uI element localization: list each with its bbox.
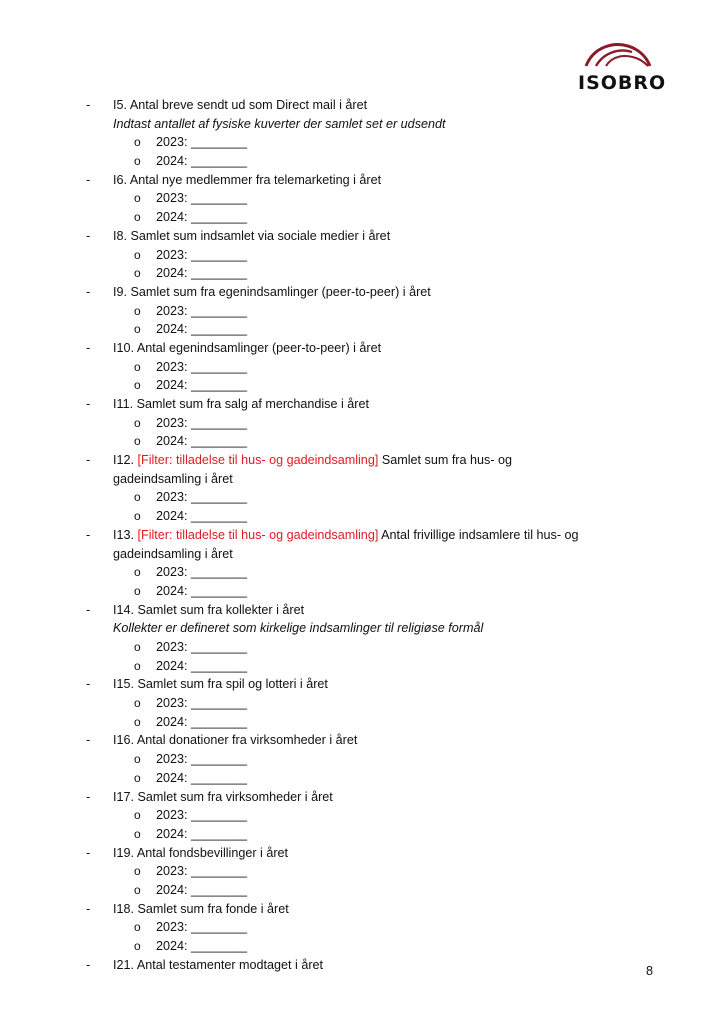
isobro-logo — [578, 40, 667, 96]
question-body: Antal fondsbevillinger i året — [136, 845, 289, 860]
dash-bullet: - — [86, 733, 91, 748]
circle-bullet: o — [134, 266, 141, 281]
circle-bullet: o — [134, 714, 141, 729]
year-answer-line[interactable] — [86, 432, 646, 451]
year-answer-line[interactable] — [86, 694, 646, 713]
question-code: I12. — [113, 453, 135, 468]
question-text — [113, 171, 646, 190]
survey-question-list — [86, 96, 646, 974]
circle-bullet: o — [134, 583, 141, 598]
question-body: Samlet sum fra hus- og gadeindsamling i året — [113, 453, 513, 486]
question-item — [86, 900, 646, 956]
year-answer-line[interactable] — [86, 133, 646, 152]
year-answer-line[interactable] — [86, 713, 646, 732]
year-answer-line[interactable] — [86, 750, 646, 769]
question-body: Antal breve sendt ud som Direct mail i året — [129, 98, 368, 112]
year-answer-field[interactable]: 2023: ________ — [156, 135, 248, 150]
question-body: Samlet sum fra salg af merchandise i året — [136, 397, 369, 411]
question-item — [86, 601, 646, 676]
question-code: I10. — [113, 340, 135, 355]
question-text — [113, 601, 646, 620]
dash-bullet: - — [86, 284, 91, 299]
dash-bullet: - — [86, 340, 91, 355]
year-answer-line[interactable] — [86, 638, 646, 657]
year-answer-line[interactable] — [86, 507, 646, 526]
year-answer-line[interactable] — [86, 152, 646, 171]
circle-bullet: o — [134, 191, 141, 206]
question-code: I16. — [113, 733, 135, 748]
year-answer-field[interactable]: 2023: ________ — [156, 864, 248, 879]
year-answer-line[interactable] — [86, 881, 646, 900]
year-answer-field[interactable]: 2024: ________ — [156, 583, 248, 598]
year-answer-field[interactable]: 2024: ________ — [156, 434, 248, 449]
year-answer-field[interactable]: 2024: ________ — [156, 266, 248, 281]
question-line — [86, 171, 646, 190]
year-answer-line[interactable] — [86, 264, 646, 283]
question-body: Samlet sum fra egenindsamlinger (peer-to-peer) i året — [130, 284, 431, 299]
circle-bullet: o — [134, 303, 141, 318]
year-answer-field[interactable]: 2023: ________ — [156, 920, 248, 935]
question-text — [113, 283, 646, 302]
question-body: Antal donationer fra virksomheder i året — [136, 733, 358, 748]
question-text — [113, 395, 646, 414]
question-body: Samlet sum fra spil og lotteri i året — [137, 677, 328, 692]
question-code: I11. — [113, 397, 134, 411]
question-line — [86, 844, 646, 863]
year-answer-field[interactable]: 2023: ________ — [156, 565, 248, 580]
question-line — [86, 675, 646, 694]
year-answer-line[interactable] — [86, 657, 646, 676]
question-item — [86, 339, 646, 395]
question-code: I8. — [113, 228, 128, 243]
question-code: I14. — [113, 602, 135, 617]
year-answer-line[interactable] — [86, 825, 646, 844]
question-line — [86, 788, 646, 807]
question-item — [86, 227, 646, 283]
year-answer-field[interactable]: 2024: ________ — [156, 826, 248, 841]
year-answer-line[interactable] — [86, 302, 646, 321]
circle-bullet: o — [134, 490, 141, 505]
year-answer-field[interactable]: 2024: ________ — [156, 210, 248, 225]
year-answer-field[interactable]: 2024: ________ — [156, 154, 248, 169]
question-item — [86, 451, 646, 526]
circle-bullet: o — [134, 565, 141, 580]
year-answer-field[interactable]: 2024: ________ — [156, 939, 248, 953]
question-item — [86, 731, 646, 787]
question-item — [86, 788, 646, 844]
dash-bullet: - — [86, 397, 91, 411]
question-body: Antal frivillige indsamlere til hus- og gadeindsamling i året — [113, 527, 579, 561]
circle-bullet: o — [134, 770, 141, 785]
question-body: Samlet sum fra virksomheder i året — [137, 789, 333, 804]
year-answer-line[interactable] — [86, 918, 646, 937]
year-answer-field[interactable]: 2024: ________ — [156, 770, 248, 785]
question-note: Indtast antallet af fysiske kuverter der samlet set er udsendt — [113, 116, 446, 131]
circle-bullet: o — [134, 210, 141, 225]
circle-bullet: o — [134, 826, 141, 841]
question-item — [86, 675, 646, 731]
question-text — [113, 788, 646, 807]
year-answer-line[interactable] — [86, 208, 646, 227]
year-answer-line[interactable] — [86, 563, 646, 582]
year-answer-field[interactable]: 2024: ________ — [156, 714, 248, 729]
question-code: I21. — [113, 957, 135, 972]
question-line — [86, 96, 646, 115]
circle-bullet: o — [134, 415, 141, 430]
year-answer-field[interactable]: 2024: ________ — [156, 882, 248, 897]
question-line — [86, 956, 646, 975]
year-answer-line[interactable] — [86, 376, 646, 395]
question-item — [86, 283, 646, 339]
logo-arch-icon — [582, 40, 654, 70]
question-item — [86, 526, 646, 601]
dash-bullet: - — [86, 602, 91, 617]
year-answer-field[interactable]: 2023: ________ — [156, 490, 248, 505]
question-code: I6. — [113, 172, 128, 187]
question-text — [113, 900, 646, 919]
question-body: Antal nye medlemmer fra telemarketing i året — [129, 172, 382, 187]
year-answer-field[interactable]: 2024: ________ — [156, 378, 248, 393]
question-text — [113, 844, 646, 863]
year-answer-field[interactable]: 2023: ________ — [156, 247, 248, 262]
question-code: I5. — [113, 98, 128, 112]
circle-bullet: o — [134, 322, 141, 337]
question-line — [86, 731, 646, 750]
year-answer-field[interactable]: 2024: ________ — [156, 509, 248, 524]
question-code: I9. — [113, 284, 128, 299]
circle-bullet: o — [134, 808, 141, 823]
circle-bullet: o — [134, 920, 141, 935]
year-answer-line[interactable] — [86, 582, 646, 601]
year-answer-field[interactable]: 2024: ________ — [156, 658, 248, 673]
dash-bullet: - — [86, 957, 91, 972]
circle-bullet: o — [134, 864, 141, 879]
circle-bullet: o — [134, 939, 141, 953]
question-body: Antal testamenter modtaget i året — [136, 957, 324, 972]
question-body: Samlet sum indsamlet via sociale medier i året — [130, 228, 391, 243]
year-answer-field[interactable]: 2023: ________ — [156, 359, 248, 374]
dash-bullet: - — [86, 228, 91, 243]
question-line — [86, 283, 646, 302]
question-code: I19. — [113, 845, 135, 860]
question-item — [86, 956, 646, 975]
circle-bullet: o — [134, 359, 141, 374]
dash-bullet: - — [86, 677, 91, 692]
year-answer-line[interactable] — [86, 358, 646, 377]
question-text — [113, 526, 593, 563]
question-body: Antal egenindsamlinger (peer-to-peer) i året — [136, 340, 382, 355]
circle-bullet: o — [134, 154, 141, 169]
question-line — [86, 339, 646, 358]
dash-bullet: - — [86, 98, 91, 112]
year-answer-line[interactable] — [86, 862, 646, 881]
question-text — [113, 675, 646, 694]
question-code: I13. — [113, 527, 135, 542]
logo-wordmark: ISOBRO — [578, 72, 667, 94]
question-body: Samlet sum fra kollekter i året — [137, 602, 305, 617]
question-text — [113, 339, 646, 358]
year-answer-field[interactable]: 2023: ________ — [156, 696, 248, 711]
circle-bullet: o — [134, 882, 141, 897]
year-answer-line[interactable] — [86, 488, 646, 507]
year-answer-field[interactable]: 2023: ________ — [156, 640, 248, 654]
year-answer-field[interactable]: 2024: ________ — [156, 322, 248, 337]
circle-bullet: o — [134, 752, 141, 767]
question-line — [86, 227, 646, 246]
filter-label: [Filter: tilladelse til hus- og gadeindsamling] — [137, 453, 379, 468]
dash-bullet: - — [86, 845, 91, 860]
year-answer-line[interactable] — [86, 320, 646, 339]
circle-bullet: o — [134, 135, 141, 150]
year-answer-line[interactable] — [86, 189, 646, 208]
question-text — [113, 731, 646, 750]
question-body: Samlet sum fra fonde i året — [137, 901, 289, 916]
circle-bullet: o — [134, 434, 141, 449]
dash-bullet: - — [86, 453, 91, 468]
year-answer-line[interactable] — [86, 806, 646, 825]
dash-bullet: - — [86, 789, 91, 804]
question-text — [113, 96, 646, 115]
question-line — [86, 526, 646, 563]
question-item — [86, 844, 646, 900]
filter-label: [Filter: tilladelse til hus- og gadeindsamling] — [137, 527, 379, 542]
circle-bullet: o — [134, 658, 141, 673]
question-code: I17. — [113, 789, 135, 804]
dash-bullet: - — [86, 901, 91, 916]
circle-bullet: o — [134, 509, 141, 524]
question-text — [113, 451, 593, 488]
dash-bullet: - — [86, 527, 91, 542]
year-answer-line[interactable] — [86, 769, 646, 788]
question-line — [86, 451, 646, 488]
question-item — [86, 395, 646, 451]
year-answer-field[interactable]: 2023: ________ — [156, 303, 248, 318]
question-line — [86, 395, 646, 414]
year-answer-field[interactable]: 2023: ________ — [156, 415, 248, 430]
question-note: Kollekter er defineret som kirkelige indsamlinger til religiøse formål — [113, 621, 484, 636]
year-answer-line[interactable] — [86, 937, 646, 956]
year-answer-field[interactable]: 2023: ________ — [156, 752, 248, 767]
question-code: I15. — [113, 677, 135, 692]
year-answer-line[interactable] — [86, 246, 646, 265]
dash-bullet: - — [86, 172, 91, 187]
question-code: I18. — [113, 901, 135, 916]
page-number: 8 — [646, 964, 654, 978]
year-answer-line[interactable] — [86, 414, 646, 433]
question-text — [113, 227, 646, 246]
circle-bullet: o — [134, 247, 141, 262]
circle-bullet: o — [134, 378, 141, 393]
circle-bullet: o — [134, 696, 141, 711]
question-item — [86, 171, 646, 227]
circle-bullet: o — [134, 640, 141, 654]
question-line — [86, 601, 646, 620]
year-answer-field[interactable]: 2023: ________ — [156, 808, 248, 823]
question-line — [86, 900, 646, 919]
question-item — [86, 96, 646, 171]
year-answer-field[interactable]: 2023: ________ — [156, 191, 248, 206]
question-text — [113, 956, 646, 975]
